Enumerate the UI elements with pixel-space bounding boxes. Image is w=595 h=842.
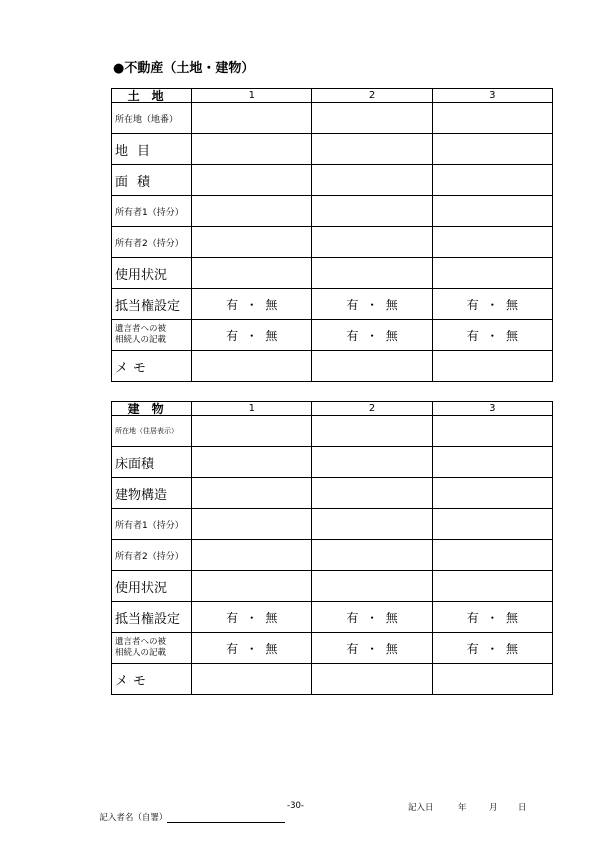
building-structure-cell-1[interactable] [192, 478, 312, 509]
land-area-row [112, 165, 553, 196]
land-owner1-cell-3[interactable] [432, 196, 552, 227]
building-usage-cell-3[interactable] [432, 571, 552, 602]
building-memo-cell-3[interactable] [432, 664, 552, 695]
land-usage-row [112, 258, 553, 289]
building-memo-label: メモ [112, 664, 192, 695]
land-mortgage-row [112, 289, 553, 320]
building-structure-cell-2[interactable] [312, 478, 432, 509]
building-location-cell-1[interactable] [192, 416, 312, 447]
building-floor-area-cell-2[interactable] [312, 447, 432, 478]
land-will-label-line2: 相続人の記載 [115, 335, 167, 345]
land-category-header: 土地 [112, 89, 192, 103]
building-col-3-header: 3 [432, 402, 552, 416]
building-floor-area-cell-3[interactable] [432, 447, 552, 478]
land-area-cell-1[interactable] [192, 165, 312, 196]
building-location-cell-2[interactable] [312, 416, 432, 447]
land-chimoku-cell-2[interactable] [312, 134, 432, 165]
writer-name-field [94, 801, 285, 823]
land-mortgage-option-1[interactable]: 有 ・ 無 [192, 289, 312, 320]
land-location-cell-1[interactable] [192, 103, 312, 134]
land-will-option-3[interactable]: 有 ・ 無 [432, 320, 552, 351]
land-area-label: 面積 [112, 165, 192, 196]
building-owner1-label: 所有者1（持分） [112, 509, 192, 540]
land-usage-cell-2[interactable] [312, 258, 432, 289]
building-table [111, 401, 553, 695]
land-location-row [112, 103, 553, 134]
building-memo-cell-2[interactable] [312, 664, 432, 695]
land-will-option-1[interactable]: 有 ・ 無 [192, 320, 312, 351]
land-usage-cell-1[interactable] [192, 258, 312, 289]
land-chimoku-cell-3[interactable] [432, 134, 552, 165]
land-will-label-line1: 遺言者への被 [115, 324, 167, 334]
building-owner2-cell-2[interactable] [312, 540, 432, 571]
building-location-cell-3[interactable] [432, 416, 552, 447]
land-owner2-cell-1[interactable] [192, 227, 312, 258]
building-structure-row [112, 478, 553, 509]
land-will-label [112, 320, 192, 351]
land-chimoku-row [112, 134, 553, 165]
land-table [111, 88, 553, 382]
building-owner2-cell-3[interactable] [432, 540, 552, 571]
building-location-label: 所在地（住居表示） [112, 416, 192, 447]
building-structure-label: 建物構造 [112, 478, 192, 509]
building-usage-cell-2[interactable] [312, 571, 432, 602]
land-area-cell-2[interactable] [312, 165, 432, 196]
building-floor-area-cell-1[interactable] [192, 447, 312, 478]
land-owner1-label: 所有者1（持分） [112, 196, 192, 227]
building-will-option-2[interactable]: 有 ・ 無 [312, 633, 432, 664]
land-location-cell-3[interactable] [432, 103, 552, 134]
building-mortgage-label: 抵当権設定 [112, 602, 192, 633]
building-owner1-cell-1[interactable] [192, 509, 312, 540]
building-owner1-row [112, 509, 553, 540]
building-mortgage-option-2[interactable]: 有 ・ 無 [312, 602, 432, 633]
land-chimoku-cell-1[interactable] [192, 134, 312, 165]
land-col-3-header: 3 [432, 89, 552, 103]
writer-name-label: 記入者名（自署） [99, 813, 168, 823]
land-owner2-label: 所有者2（持分） [112, 227, 192, 258]
land-will-row [112, 320, 553, 351]
building-will-label-line1: 遺言者への被 [115, 637, 167, 647]
building-owner2-cell-1[interactable] [192, 540, 312, 571]
land-chimoku-label: 地目 [112, 134, 192, 165]
building-owner2-label: 所有者2（持分） [112, 540, 192, 571]
land-memo-row [112, 351, 553, 382]
date-label: 記入日 [408, 803, 434, 813]
page-number: -30- [287, 801, 304, 811]
land-owner2-row [112, 227, 553, 258]
building-mortgage-option-1[interactable]: 有 ・ 無 [192, 602, 312, 633]
building-owner1-cell-3[interactable] [432, 509, 552, 540]
building-usage-label: 使用状況 [112, 571, 192, 602]
land-mortgage-label: 抵当権設定 [112, 289, 192, 320]
building-will-row [112, 633, 553, 664]
land-location-label: 所在地（地番） [112, 103, 192, 134]
building-will-label [112, 633, 192, 664]
land-col-1-header: 1 [192, 89, 312, 103]
land-memo-cell-2[interactable] [312, 351, 432, 382]
land-owner2-cell-2[interactable] [312, 227, 432, 258]
building-will-label-line2: 相続人の記載 [115, 648, 167, 658]
writer-name-line[interactable] [167, 813, 285, 823]
building-floor-area-row [112, 447, 553, 478]
land-header-row [112, 89, 553, 103]
land-owner1-cell-2[interactable] [312, 196, 432, 227]
land-memo-label: メモ [112, 351, 192, 382]
building-usage-cell-1[interactable] [192, 571, 312, 602]
building-category-header: 建物 [112, 402, 192, 416]
land-usage-cell-3[interactable] [432, 258, 552, 289]
land-col-2-header: 2 [312, 89, 432, 103]
building-usage-row [112, 571, 553, 602]
building-header-row [112, 402, 553, 416]
building-owner1-cell-2[interactable] [312, 509, 432, 540]
land-mortgage-option-2[interactable]: 有 ・ 無 [312, 289, 432, 320]
building-mortgage-row [112, 602, 553, 633]
building-memo-row [112, 664, 553, 695]
land-will-option-2[interactable]: 有 ・ 無 [312, 320, 432, 351]
building-will-option-1[interactable]: 有 ・ 無 [192, 633, 312, 664]
building-col-1-header: 1 [192, 402, 312, 416]
date-day-label: 日 [518, 803, 527, 813]
building-mortgage-option-3[interactable]: 有 ・ 無 [432, 602, 552, 633]
land-area-cell-3[interactable] [432, 165, 552, 196]
building-col-2-header: 2 [312, 402, 432, 416]
land-location-cell-2[interactable] [312, 103, 432, 134]
land-owner1-row [112, 196, 553, 227]
building-floor-area-label: 床面積 [112, 447, 192, 478]
date-year-label: 年 [458, 803, 467, 813]
section-title: ●不動産（土地・建物） [113, 61, 255, 76]
land-memo-cell-3[interactable] [432, 351, 552, 382]
land-owner2-cell-3[interactable] [432, 227, 552, 258]
building-location-row [112, 416, 553, 447]
building-owner2-row [112, 540, 553, 571]
land-memo-cell-1[interactable] [192, 351, 312, 382]
building-structure-cell-3[interactable] [432, 478, 552, 509]
land-usage-label: 使用状況 [112, 258, 192, 289]
land-owner1-cell-1[interactable] [192, 196, 312, 227]
land-mortgage-option-3[interactable]: 有 ・ 無 [432, 289, 552, 320]
date-month-label: 月 [489, 803, 498, 813]
building-will-option-3[interactable]: 有 ・ 無 [432, 633, 552, 664]
building-memo-cell-1[interactable] [192, 664, 312, 695]
